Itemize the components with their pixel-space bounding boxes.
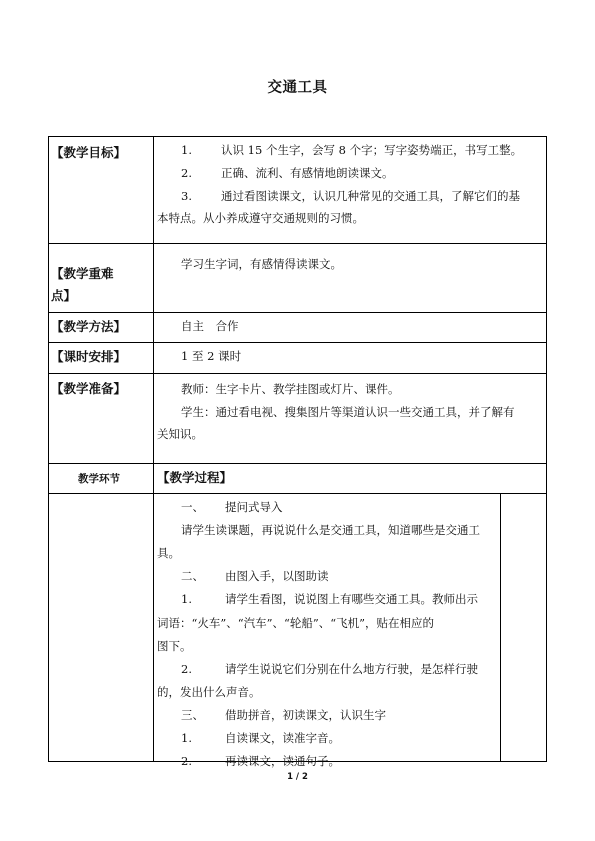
prep-teacher: 教师：生字卡片、教学挂图或灯片、课件。 [181,382,400,396]
process-line [181,705,386,726]
process-step-text: 借助拼音，初读课文，认识生字 [225,707,386,722]
process-step-text: 请学生说说它们分别在什么地方行驶，是怎样行驶 [225,661,478,676]
page-number: 1 / 2 [287,772,308,782]
process-step-text: 图下。 [157,638,192,653]
process-step-text: 的，发出什么声音。 [157,684,261,699]
process-step-number: 2. [181,754,192,769]
process-step-number: 一、 [181,500,204,514]
process-line [181,520,480,541]
process-line [181,497,283,518]
process-line [157,636,192,657]
prep-student: 学生：通过看电视、搜集图片等渠道认识一些交通工具，并了解有 [181,405,515,419]
goal-item [181,186,520,207]
process-column-divider [500,493,501,762]
key-points-label-cont: 点】 [51,288,77,303]
stage-column-header: 教学环节 [78,473,120,485]
process-header: 【教学过程】 [157,470,233,485]
goals-label: 【教学目标】 [51,145,127,160]
method-label: 【教学方法】 [51,319,127,334]
schedule-label: 【课时安排】 [51,349,127,364]
process-step-text: 再读课文，读通句子。 [225,754,340,769]
process-line [157,543,180,564]
prep-label: 【教学准备】 [51,381,127,396]
row-divider [48,493,547,494]
row-divider [48,373,547,374]
process-step-number: 二、 [181,569,204,584]
table-border-left [48,136,49,762]
goal-number: 2. [181,166,192,180]
process-step-text: 请学生读课题，再说说什么是交通工具，知道哪些是交通工 [181,523,480,538]
goal-text: 认识 15 个生字，会写 8 个字；写字姿势端正，书写工整。 [221,143,523,157]
process-line [181,589,478,610]
row-divider [48,312,547,313]
process-step-text: 提问式导入 [225,500,283,514]
process-step-number: 2. [181,661,192,676]
process-step-number: 1. [181,592,192,607]
goal-text: 正确、流利、有感情地朗读课文。 [221,166,394,180]
process-step-text: 由图入手，以图助读 [225,569,329,584]
goal-item [181,163,394,184]
process-step-text: 请学生看图，说说图上有哪些交通工具。教师出示 [225,592,478,607]
key-points-label: 【教学重难 [51,266,114,281]
process-line [157,682,261,703]
process-line [181,751,340,772]
row-divider [48,243,547,244]
goal-text: 通过看图读课文，认识几种常见的交通工具，了解它们的基 [221,189,520,203]
prep-student-cont: 关知识。 [157,427,203,441]
process-step-number: 1. [181,731,192,745]
row-divider [48,342,547,343]
goal-number: 1. [181,143,192,157]
goal-number: 3. [181,189,192,203]
schedule-text: 1 至 2 课时 [181,349,242,363]
column-divider [153,136,154,762]
goal-item [181,140,522,161]
process-step-number: 三、 [181,707,204,722]
process-line [181,566,329,587]
process-step-text: 自读课文，读准字音。 [225,731,340,745]
goal-continuation: 本特点。从小养成遵守交通规则的习惯。 [157,211,364,225]
row-divider [48,463,547,464]
table-border-top [48,136,547,137]
key-points-text: 学习生字词，有感情得读课文。 [181,257,342,271]
table-border-right [546,136,547,762]
process-step-text: 具。 [157,546,180,561]
process-line [181,659,478,680]
document-title: 交通工具 [267,80,328,96]
process-line [157,613,434,634]
process-line [181,728,340,749]
process-step-text: 词语：“火车”、“汽车”、“轮船”、“飞机”，贴在相应的 [157,615,435,630]
method-text: 自主 合作 [181,319,239,333]
